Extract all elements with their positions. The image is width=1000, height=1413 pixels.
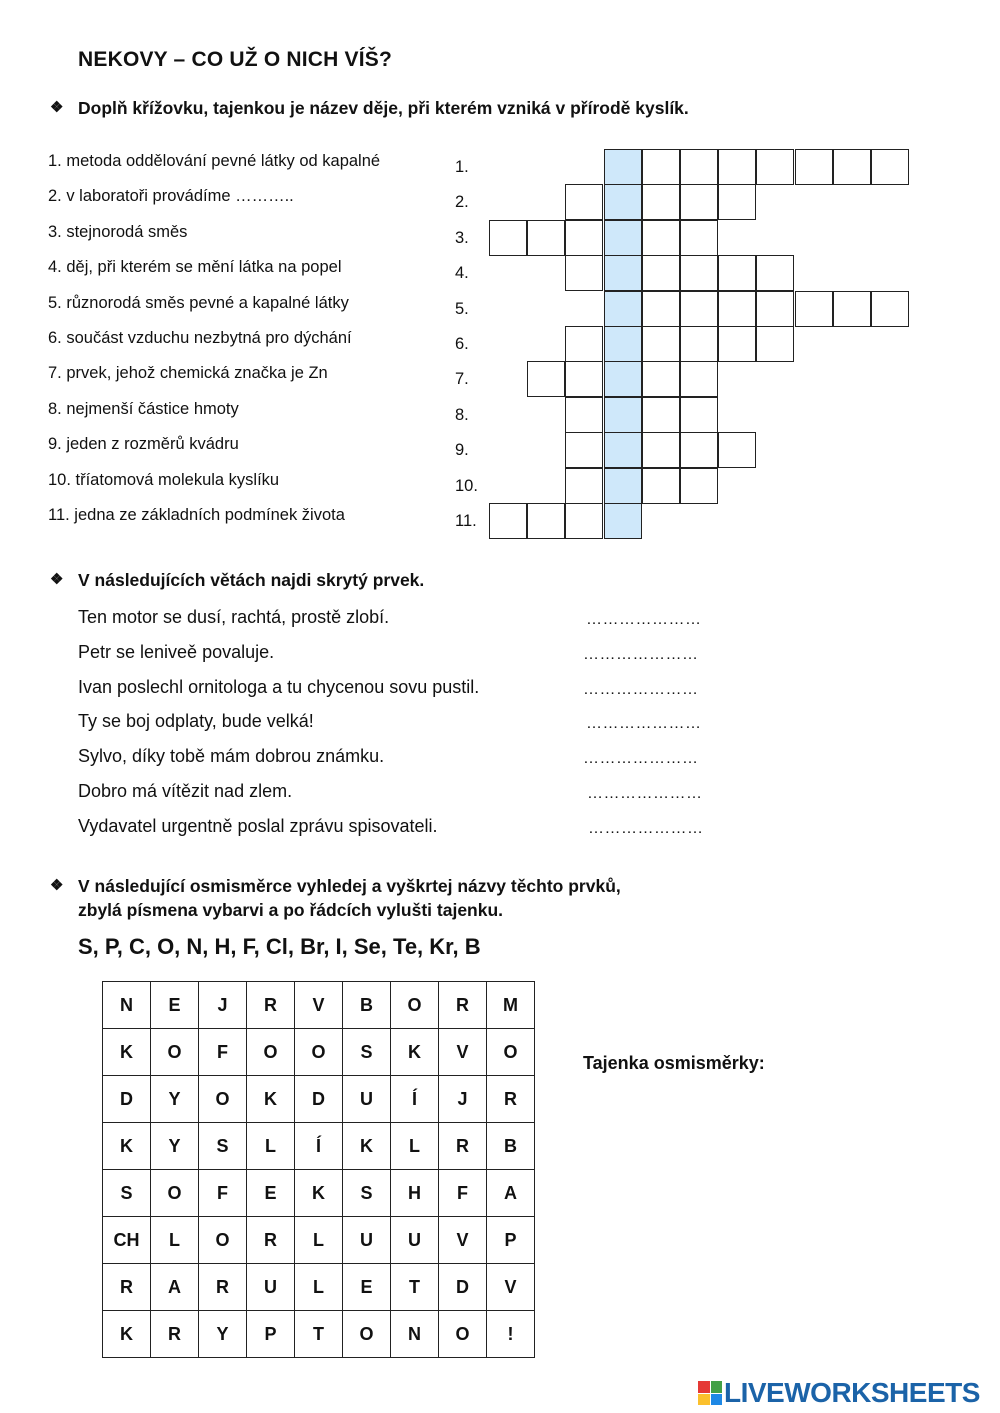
crossword-cell[interactable] [565, 468, 603, 504]
wordsearch-letter[interactable]: B [343, 982, 391, 1029]
crossword-cell[interactable] [680, 468, 718, 504]
crossword-cell[interactable] [565, 184, 603, 220]
crossword-cell[interactable] [680, 220, 718, 256]
wordsearch-letter[interactable]: T [295, 1311, 343, 1358]
wordsearch-letter[interactable]: A [151, 1264, 199, 1311]
hidden-element-sentence: Ten motor se dusí, rachtá, prostě zlobí. [78, 607, 390, 627]
wordsearch-letter[interactable]: F [439, 1170, 487, 1217]
wordsearch-letter[interactable]: O [343, 1311, 391, 1358]
wordsearch-letter[interactable]: E [343, 1264, 391, 1311]
hidden-element-sentence: Ty se boj odplaty, bude velká! [78, 711, 314, 732]
wordsearch-letter[interactable]: U [343, 1217, 391, 1264]
wordsearch-letter[interactable]: V [487, 1264, 535, 1311]
crossword-cell[interactable] [565, 220, 603, 256]
hidden-element-sentence: Sylvo, díky tobě mám dobrou známku. [78, 746, 385, 767]
wordsearch-row [103, 1170, 535, 1217]
bullet-icon: ❖ [50, 99, 64, 116]
crossword-clue: 7. prvek, jehož chemická značka je Zn [48, 364, 328, 383]
crossword-solution-cell[interactable] [604, 503, 642, 539]
element-list: S, P, C, O, N, H, F, Cl, Br, I, Se, Te, Kr, B [78, 934, 481, 959]
crossword-clue: 2. v laboratoři provádíme ……….. [48, 187, 294, 206]
wordsearch-letter[interactable]: V [439, 1217, 487, 1264]
crossword-cell[interactable] [718, 184, 756, 220]
wordsearch-letter[interactable]: T [391, 1264, 439, 1311]
wordsearch-letter[interactable]: O [151, 1029, 199, 1076]
hidden-element-sentence: Ivan poslechl ornitologa a tu chycenou sovu pustil. [78, 676, 480, 697]
logo-square [698, 1381, 710, 1393]
wordsearch-letter[interactable]: O [199, 1076, 247, 1123]
crossword-row-number: 5. [455, 299, 469, 318]
answer-blank[interactable]: ………………… [586, 611, 702, 628]
crossword-cell[interactable] [718, 291, 756, 327]
crossword-cell[interactable] [642, 255, 680, 291]
crossword-cell[interactable] [756, 326, 794, 362]
crossword-solution-cell[interactable] [604, 220, 642, 256]
wordsearch-letter[interactable]: O [391, 982, 439, 1029]
wordsearch-letter[interactable]: A [487, 1170, 535, 1217]
crossword-clue: 1. metoda oddělování pevné látky od kapalné [48, 152, 381, 170]
wordsearch-letter[interactable]: B [487, 1123, 535, 1170]
crossword-cell[interactable] [565, 361, 603, 397]
crossword-instruction: ❖ Doplň křížovku, tajenkou je název děje, při kterém vzniká v přírodě kyslík. [50, 98, 689, 118]
logo-mark-icon [698, 1381, 722, 1405]
bullet-icon: ❖ [50, 877, 64, 894]
wordsearch-letter[interactable]: R [247, 1217, 295, 1264]
crossword-cell[interactable] [565, 255, 603, 291]
wordsearch-instruction: ❖ V následující osmisměrce vyhledej a vyškrtej názvy těchto prvků, zbylá písmena vybarvi a po řádcích vylušti tajenku. [50, 876, 621, 920]
crossword-clue: 8. nejmenší částice hmoty [48, 399, 239, 418]
wordsearch-letter[interactable]: U [247, 1264, 295, 1311]
crossword-solution-cell[interactable] [604, 397, 642, 433]
crossword-cell[interactable] [756, 255, 794, 291]
wordsearch-letter[interactable]: ! [487, 1311, 535, 1358]
wordsearch-letter[interactable]: H [391, 1170, 439, 1217]
hidden-element-instruction: ❖ V následujících větách najdi skrytý prvek. [50, 570, 425, 590]
crossword-solution-cell[interactable] [604, 361, 642, 397]
crossword-cell[interactable] [642, 326, 680, 362]
wordsearch-letter[interactable]: Y [151, 1076, 199, 1123]
page-title: NEKOVY – CO UŽ O NICH VÍŠ? [78, 48, 393, 71]
crossword-clue: 6. součást vzduchu nezbytná pro dýchání [48, 329, 352, 347]
crossword-cell[interactable] [718, 255, 756, 291]
crossword-cell[interactable] [680, 255, 718, 291]
crossword-clue: 10. tříatomová molekula kyslíku [48, 470, 280, 489]
wordsearch-letter[interactable]: R [247, 982, 295, 1029]
wordsearch-letter[interactable]: R [439, 1123, 487, 1170]
crossword-solution-cell[interactable] [604, 255, 642, 291]
wordsearch-letter[interactable]: F [199, 1029, 247, 1076]
crossword-cell[interactable] [642, 468, 680, 504]
crossword-solution-cell[interactable] [604, 432, 642, 468]
hidden-element-sentence: Petr se leniveě povaluje. [78, 641, 275, 662]
crossword-cell[interactable] [565, 397, 603, 433]
wordsearch-letter[interactable]: D [103, 1076, 151, 1123]
wordsearch-letter[interactable]: O [487, 1029, 535, 1076]
wordsearch-letter[interactable]: K [343, 1123, 391, 1170]
wordsearch-letter[interactable]: L [247, 1123, 295, 1170]
wordsearch-letter[interactable]: K [103, 1311, 151, 1358]
crossword-row-number: 10. [455, 476, 478, 495]
crossword-cell[interactable] [680, 326, 718, 362]
crossword-cell[interactable] [642, 291, 680, 327]
answer-blank[interactable]: ………………… [583, 680, 699, 698]
answer-blank[interactable]: ………………… [588, 819, 704, 837]
wordsearch-letter[interactable]: N [103, 982, 151, 1029]
wordsearch-row [103, 1123, 535, 1170]
crossword-cell[interactable] [871, 291, 909, 327]
crossword-cell[interactable] [680, 149, 718, 185]
crossword-row-number: 4. [455, 264, 469, 283]
crossword-cell[interactable] [833, 149, 871, 185]
wordsearch-letter[interactable]: V [295, 982, 343, 1029]
crossword-row-number: 8. [455, 405, 469, 424]
crossword-cell[interactable] [527, 361, 565, 397]
wordsearch-letter[interactable]: L [295, 1264, 343, 1311]
wordsearch-letter[interactable]: R [151, 1311, 199, 1358]
wordsearch-letter[interactable]: D [439, 1264, 487, 1311]
crossword-cell[interactable] [680, 291, 718, 327]
wordsearch-letter[interactable]: K [391, 1029, 439, 1076]
wordsearch-row [103, 1029, 535, 1076]
wordsearch-letter[interactable]: L [391, 1123, 439, 1170]
crossword-cell[interactable] [642, 361, 680, 397]
crossword-clue: 3. stejnorodá směs [48, 222, 188, 241]
crossword-cell[interactable] [642, 149, 680, 185]
crossword-cell[interactable] [565, 326, 603, 362]
crossword-row-number: 7. [455, 370, 469, 389]
wordsearch-letter[interactable]: E [247, 1170, 295, 1217]
liveworksheets-logo [698, 1376, 980, 1410]
wordsearch-letter[interactable]: E [151, 982, 199, 1029]
crossword-cell[interactable] [718, 432, 756, 468]
wordsearch-letter[interactable]: K [295, 1170, 343, 1217]
logo-text: LIVEWORKSHEETS [724, 1377, 980, 1408]
wordsearch-letter[interactable]: J [199, 982, 247, 1029]
wordsearch-letter[interactable]: R [487, 1076, 535, 1123]
wordsearch-letter[interactable]: P [487, 1217, 535, 1264]
crossword-solution-cell[interactable] [604, 291, 642, 327]
logo-square [711, 1381, 723, 1393]
crossword-cell[interactable] [642, 184, 680, 220]
crossword-clue: 9. jeden z rozměrů kvádru [48, 435, 239, 454]
crossword-cell[interactable] [795, 149, 833, 185]
crossword-cell[interactable] [527, 503, 565, 539]
crossword-cell[interactable] [680, 184, 718, 220]
wordsearch-grid [102, 981, 535, 1358]
answer-blank[interactable]: ………………… [587, 785, 703, 802]
wordsearch-letter[interactable]: K [103, 1123, 151, 1170]
wordsearch-letter[interactable]: N [391, 1311, 439, 1358]
crossword-cell[interactable] [565, 503, 603, 539]
wordsearch-row [103, 1217, 535, 1264]
crossword-clue: 11. jedna ze základních podmínek života [48, 506, 345, 524]
wordsearch-letter[interactable]: Y [199, 1311, 247, 1358]
wordsearch-letter[interactable]: O [295, 1029, 343, 1076]
wordsearch-letter[interactable]: K [247, 1076, 295, 1123]
wordsearch-letter[interactable]: S [199, 1123, 247, 1170]
wordsearch-letter[interactable]: F [199, 1170, 247, 1217]
crossword-solution-cell[interactable] [604, 468, 642, 504]
crossword-cell[interactable] [833, 291, 871, 327]
answer-blank[interactable]: ………………… [583, 750, 699, 768]
wordsearch-letter[interactable]: O [151, 1170, 199, 1217]
crossword-cell[interactable] [871, 149, 909, 185]
wordsearch-row [103, 1076, 535, 1123]
crossword-solution-cell[interactable] [604, 184, 642, 220]
wordsearch-letter[interactable]: S [343, 1170, 391, 1217]
crossword-row-number: 6. [455, 335, 469, 353]
wordsearch-row [103, 982, 535, 1029]
wordsearch-letter[interactable]: R [103, 1264, 151, 1311]
crossword-clue: 5. různorodá směs pevné a kapalné látky [48, 293, 349, 312]
crossword-solution-cell[interactable] [604, 149, 642, 185]
wordsearch-letter[interactable]: L [295, 1217, 343, 1264]
wordsearch-solution-label: Tajenka osmisměrky: [583, 1053, 765, 1073]
wordsearch-letter[interactable]: O [247, 1029, 295, 1076]
logo-square [711, 1394, 723, 1406]
wordsearch-letter[interactable]: U [343, 1076, 391, 1123]
wordsearch-letter[interactable]: J [439, 1076, 487, 1123]
hidden-element-sentence: Dobro má vítězit nad zlem. [78, 781, 293, 801]
crossword-clue: 4. děj, při kterém se mění látka na popel [48, 258, 342, 277]
wordsearch-letter[interactable]: Í [391, 1076, 439, 1123]
hidden-element-sentence: Vydavatel urgentně poslal zprávu spisovateli. [78, 815, 438, 836]
crossword-solution-cell[interactable] [604, 326, 642, 362]
crossword-cell[interactable] [718, 326, 756, 362]
wordsearch-letter[interactable]: CH [103, 1217, 151, 1264]
wordsearch-letter[interactable]: R [199, 1264, 247, 1311]
crossword-cell[interactable] [489, 220, 527, 256]
crossword-cell[interactable] [489, 503, 527, 539]
crossword-cell[interactable] [680, 397, 718, 433]
crossword-cell[interactable] [642, 432, 680, 468]
wordsearch-letter[interactable]: Y [151, 1123, 199, 1170]
crossword-cell[interactable] [642, 397, 680, 433]
wordsearch-letter[interactable]: S [343, 1029, 391, 1076]
wordsearch-letter[interactable]: K [103, 1029, 151, 1076]
wordsearch-letter[interactable]: O [439, 1311, 487, 1358]
crossword-cell[interactable] [756, 291, 794, 327]
crossword-row-number: 9. [455, 441, 469, 460]
bullet-icon: ❖ [50, 571, 64, 588]
wordsearch-letter[interactable]: P [247, 1311, 295, 1358]
crossword-cell[interactable] [565, 432, 603, 468]
wordsearch-letter[interactable]: U [391, 1217, 439, 1264]
wordsearch-letter[interactable]: D [295, 1076, 343, 1123]
wordsearch-letter[interactable]: O [199, 1217, 247, 1264]
crossword-row-number: 2. [455, 193, 469, 212]
logo-square [698, 1394, 710, 1406]
wordsearch-letter[interactable]: M [487, 982, 535, 1029]
wordsearch-letter[interactable]: S [103, 1170, 151, 1217]
crossword-cell[interactable] [527, 220, 565, 256]
crossword-cell[interactable] [680, 432, 718, 468]
crossword-row-number: 3. [455, 228, 469, 247]
wordsearch-letter[interactable]: Í [295, 1123, 343, 1170]
answer-blank[interactable]: ………………… [583, 645, 699, 663]
crossword-cell[interactable] [642, 220, 680, 256]
crossword-row-number: 1. [455, 158, 469, 176]
crossword-cell[interactable] [756, 149, 794, 185]
wordsearch-letter[interactable]: V [439, 1029, 487, 1076]
crossword-row-number: 11. [455, 512, 477, 530]
wordsearch-row [103, 1264, 535, 1311]
crossword-cell[interactable] [718, 149, 756, 185]
wordsearch-letter[interactable]: R [439, 982, 487, 1029]
wordsearch-letter[interactable]: L [151, 1217, 199, 1264]
wordsearch-row [103, 1311, 535, 1358]
answer-blank[interactable]: ………………… [586, 715, 702, 733]
crossword-cell[interactable] [680, 361, 718, 397]
crossword-cell[interactable] [795, 291, 833, 327]
